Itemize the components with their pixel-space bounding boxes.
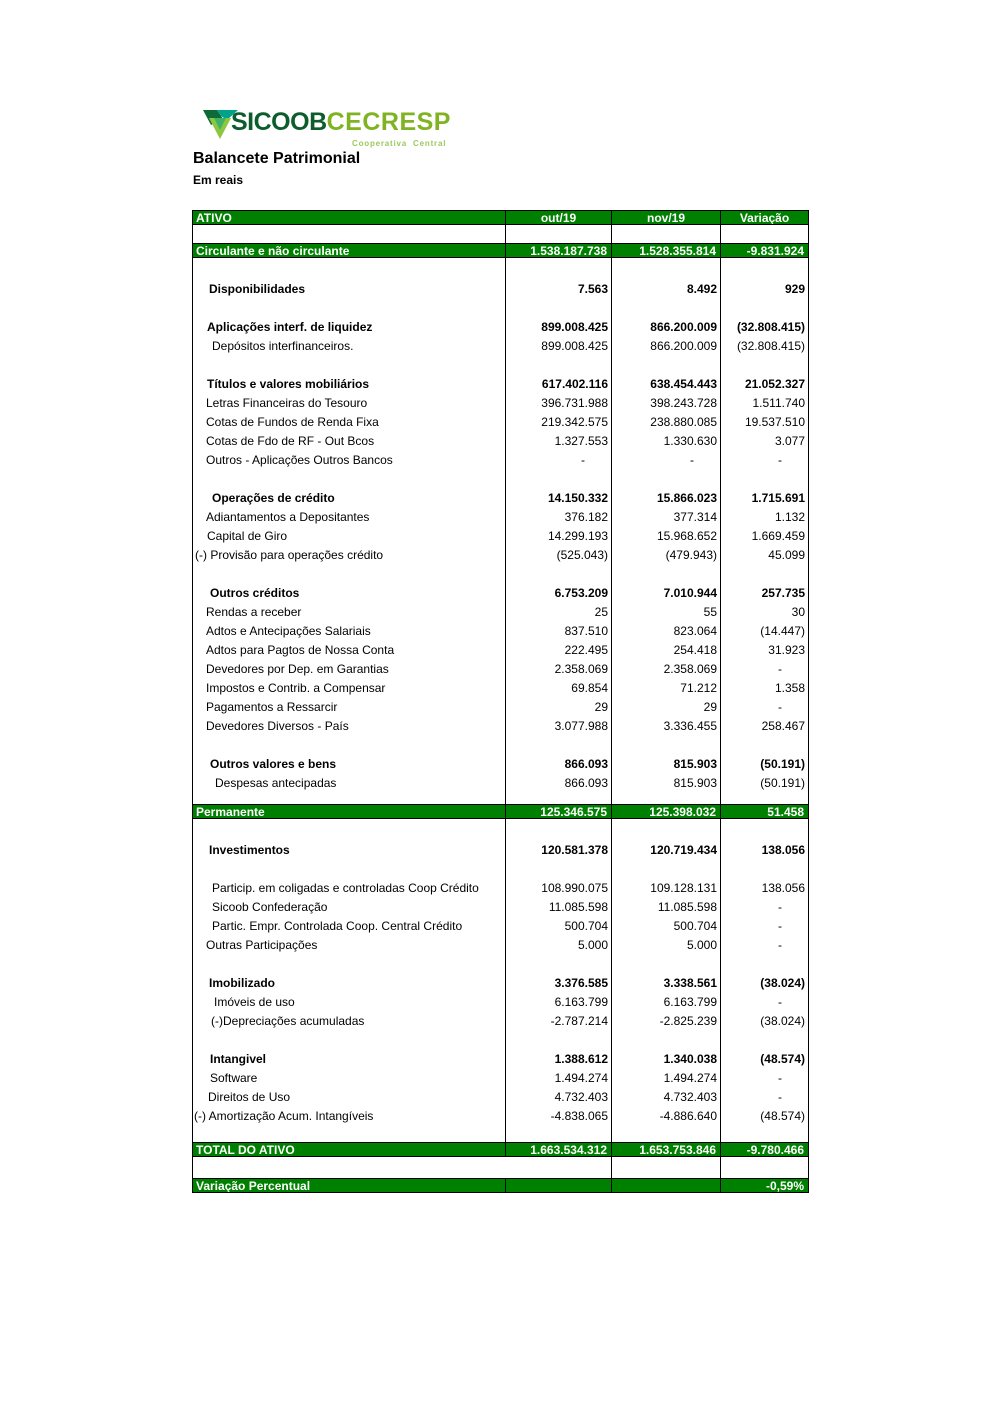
value-cell: 5.000 xyxy=(506,936,612,955)
table-row xyxy=(193,451,809,470)
page-subtitle: Em reais xyxy=(193,173,244,187)
row-label: Disponibilidades xyxy=(193,280,506,299)
spacer-row xyxy=(193,860,809,879)
value-cell xyxy=(506,258,612,280)
row-label: Títulos e valores mobiliários xyxy=(193,375,506,394)
value-cell xyxy=(721,470,809,489)
value-cell xyxy=(612,565,721,584)
value-cell xyxy=(506,1126,612,1143)
row-label xyxy=(193,299,506,318)
table-row xyxy=(193,1107,809,1126)
table-row xyxy=(193,1088,809,1107)
value-cell: -4.886.640 xyxy=(612,1107,721,1126)
value-cell xyxy=(721,819,809,841)
table-row xyxy=(193,375,809,394)
value-cell xyxy=(721,565,809,584)
value-cell: 125.346.575 xyxy=(506,805,612,819)
value-cell: 396.731.988 xyxy=(506,394,612,413)
value-cell xyxy=(721,736,809,755)
value-cell: 1.528.355.814 xyxy=(612,244,721,258)
value-cell: - xyxy=(721,936,809,955)
row-label: Pagamentos a Ressarcir xyxy=(193,698,506,717)
row-label: Intangivel xyxy=(193,1050,506,1069)
balance-table xyxy=(192,210,809,1193)
value-cell xyxy=(612,225,721,244)
value-cell: 31.923 xyxy=(721,641,809,660)
value-cell: 254.418 xyxy=(612,641,721,660)
value-cell xyxy=(612,955,721,974)
value-cell: 899.008.425 xyxy=(506,337,612,356)
value-cell: 823.064 xyxy=(612,622,721,641)
table-row xyxy=(193,679,809,698)
value-cell: 376.182 xyxy=(506,508,612,527)
value-cell xyxy=(612,860,721,879)
table-row xyxy=(193,584,809,603)
table-row xyxy=(193,603,809,622)
value-cell: 69.854 xyxy=(506,679,612,698)
value-cell xyxy=(506,860,612,879)
value-cell xyxy=(612,736,721,755)
value-cell: 51.458 xyxy=(721,805,809,819)
value-cell xyxy=(721,1031,809,1050)
value-cell: - xyxy=(721,993,809,1012)
value-cell: 138.056 xyxy=(721,841,809,860)
row-label: Circulante e não circulante xyxy=(193,244,506,258)
value-cell xyxy=(506,819,612,841)
spacer-row xyxy=(193,225,809,244)
row-label: Adtos para Pagtos de Nossa Conta xyxy=(193,641,506,660)
value-cell: 109.128.131 xyxy=(612,879,721,898)
brand-tagline: Cooperativa Central xyxy=(352,139,447,148)
value-cell: - xyxy=(721,917,809,936)
value-cell: (50.191) xyxy=(721,774,809,793)
row-label: Impostos e Contrib. a Compensar xyxy=(193,679,506,698)
value-cell: - xyxy=(721,1088,809,1107)
value-cell xyxy=(612,356,721,375)
value-cell: 617.402.116 xyxy=(506,375,612,394)
value-cell xyxy=(612,1157,721,1179)
value-cell: 866.093 xyxy=(506,774,612,793)
value-cell: 866.093 xyxy=(506,755,612,774)
row-label xyxy=(193,258,506,280)
value-cell xyxy=(506,356,612,375)
value-cell: 45.099 xyxy=(721,546,809,565)
value-cell: 1.358 xyxy=(721,679,809,698)
value-cell: 866.200.009 xyxy=(612,318,721,337)
row-label: Depósitos interfinanceiros. xyxy=(193,337,506,356)
value-cell xyxy=(612,470,721,489)
value-cell: (32.808.415) xyxy=(721,318,809,337)
row-label: (-) Provisão para operações crédito xyxy=(193,546,506,565)
row-label: Adiantamentos a Depositantes xyxy=(193,508,506,527)
value-cell: 1.538.187.738 xyxy=(506,244,612,258)
value-cell: 3.336.455 xyxy=(612,717,721,736)
value-cell: 120.719.434 xyxy=(612,841,721,860)
table-row xyxy=(193,698,809,717)
row-label xyxy=(193,1031,506,1050)
value-cell: 30 xyxy=(721,603,809,622)
value-cell xyxy=(721,860,809,879)
table-body xyxy=(193,225,809,1193)
spacer-row xyxy=(193,470,809,489)
value-cell: 6.163.799 xyxy=(612,993,721,1012)
value-cell: 258.467 xyxy=(721,717,809,736)
value-cell: 815.903 xyxy=(612,755,721,774)
table-row xyxy=(193,993,809,1012)
value-cell: 3.077.988 xyxy=(506,717,612,736)
value-cell xyxy=(612,258,721,280)
table-row xyxy=(193,508,809,527)
table-row xyxy=(193,1050,809,1069)
section-band-row xyxy=(193,244,809,258)
value-cell: 837.510 xyxy=(506,622,612,641)
row-label: Cotas de Fdo de RF - Out Bcos xyxy=(193,432,506,451)
value-cell: 14.299.193 xyxy=(506,527,612,546)
value-cell xyxy=(506,225,612,244)
row-label: Cotas de Fundos de Renda Fixa xyxy=(193,413,506,432)
value-cell: (48.574) xyxy=(721,1107,809,1126)
row-label: Operações de crédito xyxy=(193,489,506,508)
value-cell: 1.663.534.312 xyxy=(506,1143,612,1157)
row-label xyxy=(193,793,506,805)
value-cell xyxy=(506,565,612,584)
value-cell: 108.990.075 xyxy=(506,879,612,898)
row-label xyxy=(193,470,506,489)
value-cell: (525.043) xyxy=(506,546,612,565)
table-row xyxy=(193,432,809,451)
spacer-row xyxy=(193,1031,809,1050)
row-label: Investimentos xyxy=(193,841,506,860)
value-cell: - xyxy=(612,451,721,470)
table-row xyxy=(193,489,809,508)
value-cell: 8.492 xyxy=(612,280,721,299)
row-label xyxy=(193,819,506,841)
value-cell: 899.008.425 xyxy=(506,318,612,337)
value-cell: (32.808.415) xyxy=(721,337,809,356)
value-cell xyxy=(506,793,612,805)
value-cell: 15.866.023 xyxy=(612,489,721,508)
value-cell: 15.968.652 xyxy=(612,527,721,546)
value-cell: (14.447) xyxy=(721,622,809,641)
value-cell: 500.704 xyxy=(612,917,721,936)
row-label xyxy=(193,860,506,879)
value-cell: 125.398.032 xyxy=(612,805,721,819)
value-cell: 1.669.459 xyxy=(721,527,809,546)
value-cell: -0,59% xyxy=(721,1179,809,1193)
spacer-row xyxy=(193,299,809,318)
value-cell: 21.052.327 xyxy=(721,375,809,394)
row-label: (-)Depreciações acumuladas xyxy=(193,1012,506,1031)
value-cell: -2.787.214 xyxy=(506,1012,612,1031)
section-band-row xyxy=(193,1143,809,1157)
value-cell: 138.056 xyxy=(721,879,809,898)
value-cell xyxy=(721,356,809,375)
table-row xyxy=(193,717,809,736)
spacer-row xyxy=(193,955,809,974)
value-cell: 4.732.403 xyxy=(612,1088,721,1107)
value-cell: 1.327.553 xyxy=(506,432,612,451)
row-label xyxy=(193,356,506,375)
spacer-row xyxy=(193,1126,809,1143)
value-cell: 3.376.585 xyxy=(506,974,612,993)
value-cell xyxy=(506,299,612,318)
row-label xyxy=(193,955,506,974)
row-label: Direitos de Uso xyxy=(193,1088,506,1107)
row-label: Letras Financeiras do Tesouro xyxy=(193,394,506,413)
value-cell: - xyxy=(721,1069,809,1088)
spacer-row xyxy=(193,565,809,584)
row-label: Outros créditos xyxy=(193,584,506,603)
value-cell: 377.314 xyxy=(612,508,721,527)
value-cell: - xyxy=(506,451,612,470)
row-label xyxy=(193,565,506,584)
table-row xyxy=(193,660,809,679)
value-cell xyxy=(506,736,612,755)
header-col-nov19: nov/19 xyxy=(612,211,721,225)
row-label: Permanente xyxy=(193,805,506,819)
value-cell xyxy=(721,1126,809,1143)
value-cell: (48.574) xyxy=(721,1050,809,1069)
value-cell xyxy=(721,258,809,280)
table-row xyxy=(193,879,809,898)
value-cell: 7.010.944 xyxy=(612,584,721,603)
value-cell: 1.132 xyxy=(721,508,809,527)
row-label: Imobilizado xyxy=(193,974,506,993)
value-cell: 2.358.069 xyxy=(612,660,721,679)
brand-cecresp: CECRESP xyxy=(326,108,451,136)
spacer-row xyxy=(193,819,809,841)
value-cell: 3.077 xyxy=(721,432,809,451)
value-cell xyxy=(721,299,809,318)
value-cell: 638.454.443 xyxy=(612,375,721,394)
value-cell: 7.563 xyxy=(506,280,612,299)
table-row xyxy=(193,622,809,641)
table-row xyxy=(193,974,809,993)
row-label: Capital de Giro xyxy=(193,527,506,546)
table-header-row xyxy=(193,211,809,225)
row-label: Outras Participações xyxy=(193,936,506,955)
row-label: Variação Percentual xyxy=(193,1179,506,1193)
page-title: Balancete Patrimonial xyxy=(193,150,361,167)
spacer-row xyxy=(193,356,809,375)
value-cell: -9.831.924 xyxy=(721,244,809,258)
value-cell: 1.330.630 xyxy=(612,432,721,451)
row-label xyxy=(193,1157,506,1179)
table-row xyxy=(193,936,809,955)
value-cell: 500.704 xyxy=(506,917,612,936)
row-label xyxy=(193,1126,506,1143)
value-cell xyxy=(612,819,721,841)
spacer-row xyxy=(193,736,809,755)
value-cell xyxy=(612,1179,721,1193)
value-cell: 1.388.612 xyxy=(506,1050,612,1069)
value-cell: 219.342.575 xyxy=(506,413,612,432)
row-label: Partic. Empr. Controlada Coop. Central Crédito xyxy=(193,917,506,936)
header-ativo: ATIVO xyxy=(193,211,506,225)
spacer-row xyxy=(193,258,809,280)
row-label: Devedores Diversos - País xyxy=(193,717,506,736)
value-cell: 19.537.510 xyxy=(721,413,809,432)
value-cell: 55 xyxy=(612,603,721,622)
value-cell xyxy=(721,793,809,805)
value-cell: - xyxy=(721,451,809,470)
section-band-row xyxy=(193,1179,809,1193)
table-row xyxy=(193,841,809,860)
value-cell: -9.780.466 xyxy=(721,1143,809,1157)
row-label: Imóveis de uso xyxy=(193,993,506,1012)
row-label: Particip. em coligadas e controladas Coop Crédito xyxy=(193,879,506,898)
value-cell: 3.338.561 xyxy=(612,974,721,993)
value-cell: 120.581.378 xyxy=(506,841,612,860)
table-row xyxy=(193,546,809,565)
table-row xyxy=(193,413,809,432)
value-cell: 238.880.085 xyxy=(612,413,721,432)
value-cell: 29 xyxy=(506,698,612,717)
table-row xyxy=(193,898,809,917)
spacer-row xyxy=(193,793,809,805)
table-row xyxy=(193,1012,809,1031)
table-row xyxy=(193,394,809,413)
value-cell: - xyxy=(721,698,809,717)
value-cell: 866.200.009 xyxy=(612,337,721,356)
spacer-row xyxy=(193,1157,809,1179)
value-cell xyxy=(612,1031,721,1050)
value-cell: (50.191) xyxy=(721,755,809,774)
value-cell: (479.943) xyxy=(612,546,721,565)
row-label: Software xyxy=(193,1069,506,1088)
row-label: Rendas a receber xyxy=(193,603,506,622)
value-cell: 6.163.799 xyxy=(506,993,612,1012)
row-label: Devedores por Dep. em Garantias xyxy=(193,660,506,679)
value-cell: 1.715.691 xyxy=(721,489,809,508)
table-row xyxy=(193,280,809,299)
value-cell: -4.838.065 xyxy=(506,1107,612,1126)
value-cell: 5.000 xyxy=(612,936,721,955)
value-cell: 222.495 xyxy=(506,641,612,660)
value-cell xyxy=(506,1157,612,1179)
table-row xyxy=(193,641,809,660)
value-cell xyxy=(612,1126,721,1143)
table-row xyxy=(193,1069,809,1088)
value-cell: 11.085.598 xyxy=(506,898,612,917)
header-col-out19: out/19 xyxy=(506,211,612,225)
row-label: Sicoob Confederação xyxy=(193,898,506,917)
value-cell: 25 xyxy=(506,603,612,622)
value-cell: 398.243.728 xyxy=(612,394,721,413)
value-cell: 29 xyxy=(612,698,721,717)
row-label xyxy=(193,736,506,755)
value-cell: (38.024) xyxy=(721,974,809,993)
row-label: Outros valores e bens xyxy=(193,755,506,774)
row-label: Outros - Aplicações Outros Bancos xyxy=(193,451,506,470)
value-cell xyxy=(506,955,612,974)
value-cell xyxy=(506,470,612,489)
table-row xyxy=(193,337,809,356)
value-cell: - xyxy=(721,898,809,917)
value-cell: -2.825.239 xyxy=(612,1012,721,1031)
table-row xyxy=(193,527,809,546)
row-label: Aplicações interf. de liquidez xyxy=(193,318,506,337)
value-cell: 11.085.598 xyxy=(612,898,721,917)
value-cell: 815.903 xyxy=(612,774,721,793)
value-cell xyxy=(612,793,721,805)
brand-sicoob: SICOOB xyxy=(231,108,327,136)
value-cell: - xyxy=(721,660,809,679)
brand-wordmark xyxy=(231,109,451,137)
row-label: Despesas antecipadas xyxy=(193,774,506,793)
value-cell: 257.735 xyxy=(721,584,809,603)
value-cell: 1.511.740 xyxy=(721,394,809,413)
value-cell: (38.024) xyxy=(721,1012,809,1031)
value-cell xyxy=(721,225,809,244)
header-col-variacao: Variação xyxy=(721,211,809,225)
value-cell: 6.753.209 xyxy=(506,584,612,603)
section-band-row xyxy=(193,805,809,819)
value-cell: 1.494.274 xyxy=(506,1069,612,1088)
row-label: TOTAL DO ATIVO xyxy=(193,1143,506,1157)
value-cell: 14.150.332 xyxy=(506,489,612,508)
value-cell: 71.212 xyxy=(612,679,721,698)
value-cell: 4.732.403 xyxy=(506,1088,612,1107)
row-label xyxy=(193,225,506,244)
value-cell xyxy=(612,299,721,318)
value-cell xyxy=(721,955,809,974)
value-cell xyxy=(721,1157,809,1179)
value-cell: 2.358.069 xyxy=(506,660,612,679)
table-row xyxy=(193,755,809,774)
value-cell: 1.653.753.846 xyxy=(612,1143,721,1157)
value-cell xyxy=(506,1031,612,1050)
value-cell: 1.494.274 xyxy=(612,1069,721,1088)
row-label: (-) Amortização Acum. Intangíveis xyxy=(193,1107,506,1126)
value-cell: 1.340.038 xyxy=(612,1050,721,1069)
row-label: Adtos e Antecipações Salariais xyxy=(193,622,506,641)
table-row xyxy=(193,917,809,936)
table-row xyxy=(193,318,809,337)
value-cell: 929 xyxy=(721,280,809,299)
table-row xyxy=(193,774,809,793)
value-cell xyxy=(506,1179,612,1193)
